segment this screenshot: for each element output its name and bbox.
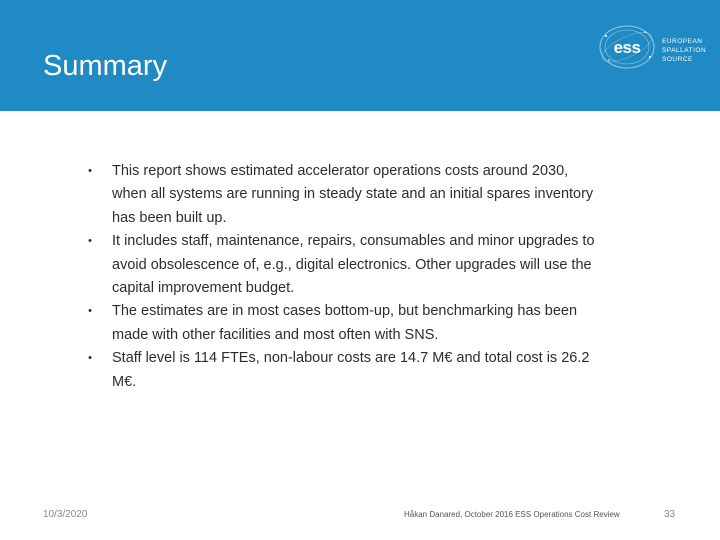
- logo-mark: ess: [613, 38, 641, 57]
- bullet-marker: •: [88, 352, 92, 365]
- bullet-marker: •: [88, 235, 92, 248]
- bullet-marker: •: [88, 305, 92, 318]
- bullet-text: The estimates are in most cases bottom-up, but benchmarking has been made with other facilities and most often with SNS.: [112, 303, 578, 343]
- bullet-text: This report shows estimated accelerator operations costs around 2030, when all systems are running in steady state and an initial spares inventory has been built up.: [112, 163, 594, 226]
- bullet-text: It includes staff, maintenance, repairs, consumables and minor upgrades to avoid obsolescence of, e.g., digital electronics. Other upgrades will use the capital improvement budget.: [112, 233, 595, 297]
- logo-wordmark: [662, 37, 706, 64]
- logo-line-3: SOURCE: [662, 56, 693, 63]
- header-band: [0, 0, 720, 111]
- bullet-item: [84, 300, 604, 347]
- logo-line-1: EUROPEAN: [662, 38, 703, 45]
- bullet-list: [84, 160, 604, 394]
- logo-line-2: SPALLATION: [662, 47, 707, 54]
- slide-title: Summary: [43, 50, 168, 82]
- bullet-item: [84, 160, 604, 230]
- bullet-text: Staff level is 114 FTEs, non-labour costs are 14.7 M€ and total cost is 26.2 M€.: [112, 350, 590, 390]
- footer-date: 10/3/2020: [43, 509, 88, 520]
- bullet-item: [84, 347, 604, 394]
- bullet-item: [84, 230, 604, 300]
- page-number: 33: [664, 509, 676, 520]
- bullet-marker: •: [88, 165, 92, 177]
- footer-text: Håkan Danared, October 2016 ESS Operations Cost Review: [404, 510, 620, 519]
